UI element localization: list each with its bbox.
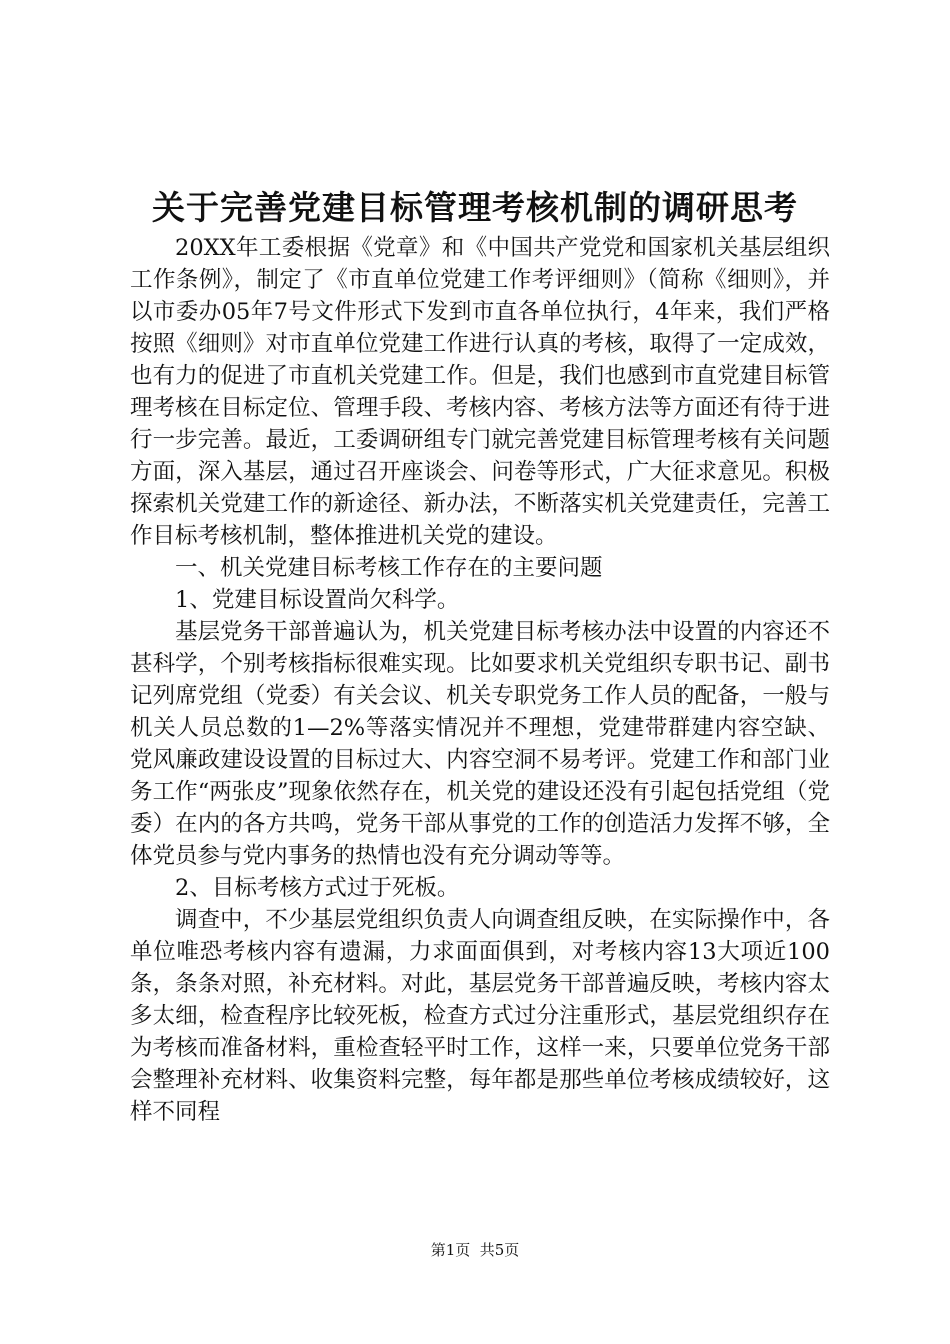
body-paragraph: 基层党务干部普遍认为，机关党建目标考核办法中设置的内容还不甚科学，个别考核指标很难实现。比如要求机关党组织专职书记、副书记列席党组（党委）有关会议、机关专职党务工作人员的配备，一般与机关人员总数的1—2%等落实情况并不理想，党建带群建内容空缺、党风廉政建设设置的目标过大、内容空洞不易考评。党建工作和部门业务工作“两张皮”现象依然存在，机关党的建设还没有引起包括党组（党委）在内的各方共鸣，党务干部从事党的工作的创造活力发挥不够，全体党员参与党内事务的热情也没有充分调动等等。 [130,619,830,869]
page-number-footer: 第1页 共5页 [430,1241,520,1259]
body-paragraph: 调查中，不少基层党组织负责人向调查组反映，在实际操作中，各单位唯恐考核内容有遗漏，力求面面俱到，对考核内容13大项近100条，条条对照，补充材料。对此，基层党务干部普遍反映，考核内容太多太细，检查程序比较死板，检查方式过分注重形式，基层党组织存在为考核而准备材料，重检查轻平时工作，这样一来，只要单位党务干部会整理补充材料、收集资料完整，每年都是那些单位考核成绩较好，这样不同程 [130,907,830,1125]
intro-paragraph: 20XX年工委根据《党章》和《中国共产党党和国家机关基层组织工作条例》，制定了《市直单位党建工作考评细则》（简称《细则》，并以市委办05年7号文件形式下发到市直各单位执行，4年来，我们严格按照《细则》对市直单位党建工作进行认真的考核，取得了一定成效，也有力的促进了市直机关党建工作。但是，我们也感到市直党建目标管理考核在目标定位、管理手段、考核内容、考核方法等方面还有待于进行一步完善。最近，工委调研组专门就完善党建目标管理考核有关问题方面，深入基层，通过召开座谈会、问卷等形式，广大征求意见。积极探索机关党建工作的新途径、新办法，不断落实机关党建责任，完善工作目标考核机制，整体推进机关党的建设。 [130,235,830,549]
subheading-1: 1、党建目标设置尚欠科学。 [175,587,460,613]
document-body [130,232,830,1128]
section-heading-1: 一、机关党建目标考核工作存在的主要问题 [175,555,603,581]
subheading-2: 2、目标考核方式过于死板。 [175,875,460,901]
document-title: 关于完善党建目标管理考核机制的调研思考 [152,188,798,227]
